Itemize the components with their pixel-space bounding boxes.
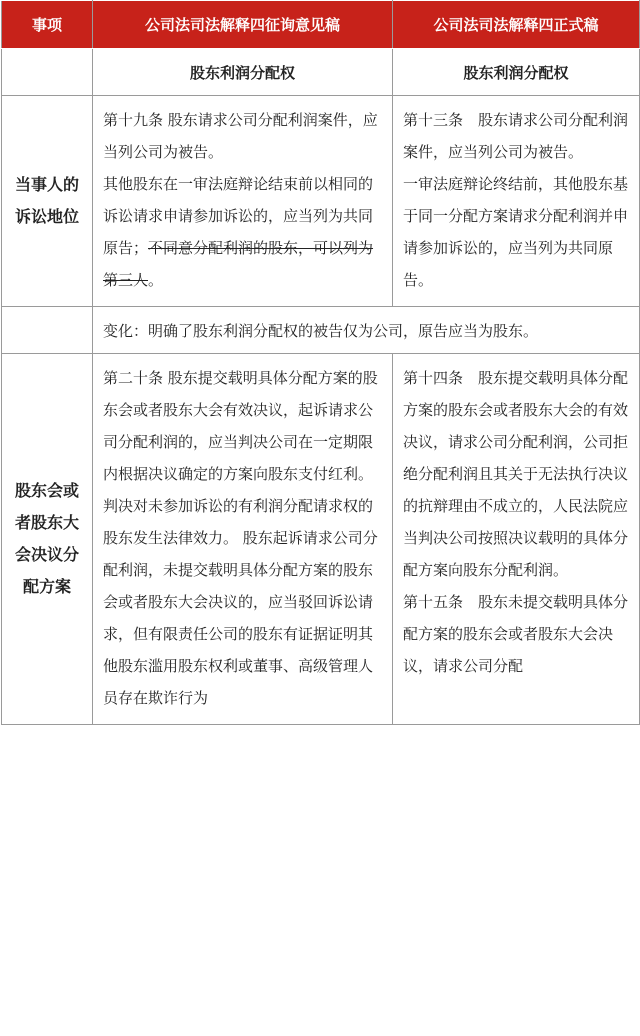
header-draft: 公司法司法解释四征询意见稿 <box>93 1 393 49</box>
header-row <box>2 1 640 49</box>
draft-cell <box>93 354 393 725</box>
draft-paragraph: 第二十条 股东提交载明具体分配方案的股东会或者股东大会有效决议，起诉请求公司分配利润的，应当判决公司在一定期限内根据决议确定的方案向股东支付红利。判决对未参加诉讼的有利润分配请求权的股东发生法律效力。 股东起诉请求公司分配利润，未提交载明具体分配方案的股东会或者股东大会决议的，应当驳回诉讼请求，但有限责任公司的股东有证据证明其他股东滥用股东权利或董事、高级管理人员存在欺诈行为 <box>103 369 378 707</box>
final-paragraph: 第十五条 股东未提交载明具体分配方案的股东会或者股东大会决议，请求公司分配 <box>403 593 629 675</box>
final-cell <box>393 354 640 725</box>
table-row <box>2 354 640 725</box>
final-cell <box>393 96 640 307</box>
header-item: 事项 <box>2 1 93 49</box>
change-empty <box>2 307 93 354</box>
draft-paragraph: 第十九条 股东请求公司分配利润案件，应当列公司为被告。 <box>103 111 378 161</box>
subheader-row <box>2 49 640 96</box>
final-paragraph: 一审法庭辩论终结前，其他股东基于同一分配方案请求分配利润并申请参加诉讼的，应当列为共同原告。 <box>403 175 629 289</box>
subheader-final: 股东利润分配权 <box>393 49 640 96</box>
row-label-dividend-resolution: 股东会或者股东大会决议分配方案 <box>2 354 93 725</box>
subheader-draft: 股东利润分配权 <box>93 49 393 96</box>
draft-paragraph <box>103 168 386 296</box>
deleted-text: 不同意分配利润的股东，可以列为第三人 <box>103 239 374 289</box>
row-label-litigation-status: 当事人的诉讼地位 <box>2 96 93 307</box>
header-final: 公司法司法解释四正式稿 <box>393 1 640 49</box>
draft-cell <box>93 96 393 307</box>
change-row <box>2 307 640 354</box>
final-paragraph: 第十三条 股东请求公司分配利润案件，应当列公司为被告。 <box>403 111 629 161</box>
comparison-table <box>1 0 640 725</box>
final-paragraph: 第十四条 股东提交载明具体分配方案的股东会或者股东大会的有效决议，请求公司分配利润，公司拒绝分配利润且其关于无法执行决议的抗辩理由不成立的，人民法院应当判决公司按照决议载明的具体分配方案向股东分配利润。 <box>403 369 629 579</box>
table-row <box>2 96 640 307</box>
draft-text-end: 。 <box>148 271 164 289</box>
change-note: 变化：明确了股东利润分配权的被告仅为公司，原告应当为股东。 <box>93 307 640 354</box>
draft-text: 其他股东在一审法庭辩论结束前以相同的诉讼请求申请参加诉讼的，应当列为共同原告； <box>103 175 374 257</box>
subheader-empty <box>2 49 93 96</box>
